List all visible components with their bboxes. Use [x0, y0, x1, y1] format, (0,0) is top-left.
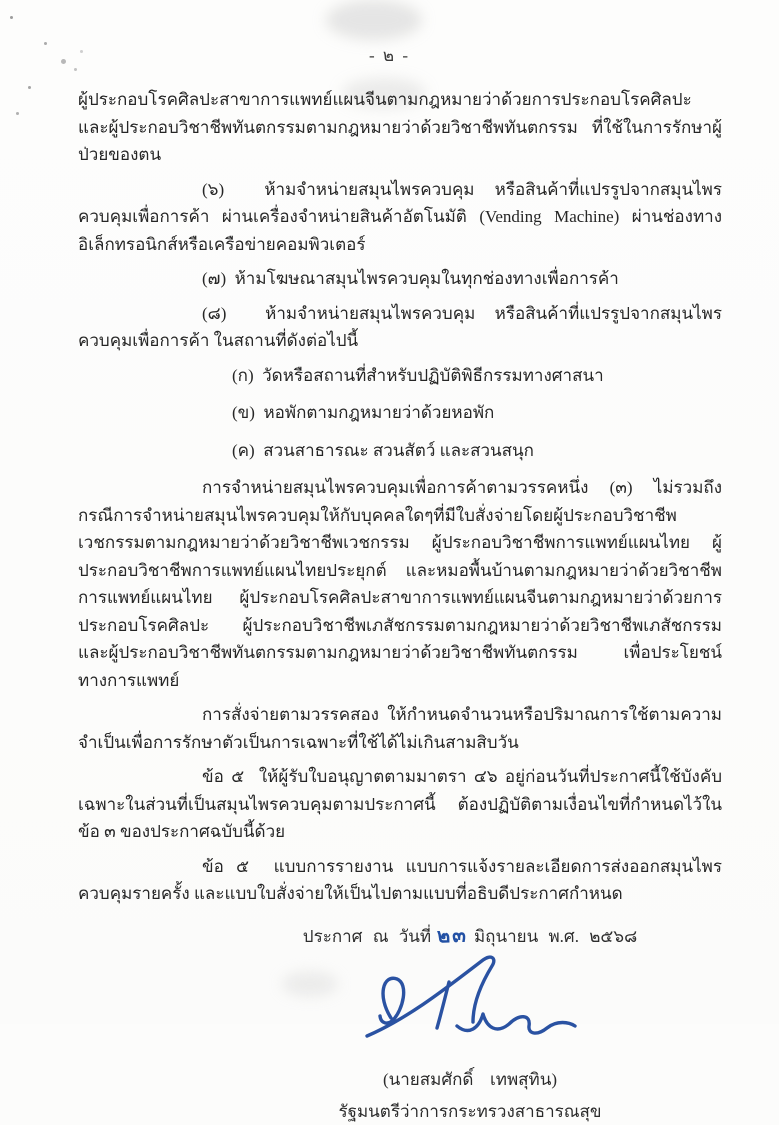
date-prefix: ประกาศ ณ วันที่	[303, 927, 431, 946]
paragraph-prescription: การสั่งจ่ายตามวรรคสอง ให้กำหนดจำนวนหรือปริมาณการใช้ตามความจำเป็นเพื่อการรักษาตัวเป็นการเฉพาะที่ใช้ได้ไม่เกินสามสิบวัน	[78, 701, 722, 756]
document-body	[78, 86, 722, 1125]
signature-icon	[345, 952, 595, 1062]
scan-smudge-top	[326, 0, 422, 40]
paragraph-clause-6: (๖) ห้ามจำหน่ายสมุนไพรควบคุม หรือสินค้าที่แปรรูปจากสมุนไพรควบคุมเพื่อการค้า ผ่านเครื่องจำหน่ายสินค้าอัตโนมัติ (Vending Machine) ผ่านช่องทางอิเล็กทรอนิกส์หรือเครือข่ายคอมพิวเตอร์	[78, 176, 722, 259]
paragraph-subclause-kho: (ข) หอพักตามกฎหมายว่าด้วยหอพัก	[232, 399, 722, 427]
paragraph-subclause-kh: (ค) สวนสาธารณะ สวนสัตว์ และสวนสนุก	[232, 437, 722, 465]
paragraph-clause-8: (๘) ห้ามจำหน่ายสมุนไพรควบคุม หรือสินค้าที่แปรรูปจากสมุนไพรควบคุมเพื่อการค้า ในสถานที่ดังต่อไปนี้	[78, 300, 722, 355]
signer-title: รัฐมนตรีว่าการกระทรวงสาธารณสุข	[300, 1098, 640, 1125]
paragraph-article-5a: ข้อ ๕ ให้ผู้รับใบอนุญาตตามมาตรา ๔๖ อยู่ก่อนวันที่ประกาศนี้ใช้บังคับ เฉพาะในส่วนที่เป็นสมุนไพรควบคุมตามประกาศนี้ ต้องปฏิบัติตามเงื่อนไขที่กำหนดไว้ในข้อ ๓ ของประกาศฉบับนี้ด้วย	[78, 763, 722, 846]
paragraph-clause-7: (๗) ห้ามโฆษณาสมุนไพรควบคุมในทุกช่องทางเพื่อการค้า	[78, 265, 722, 293]
date-suffix: มิถุนายน พ.ศ. ๒๕๖๘	[474, 927, 637, 946]
promulgation-date-line	[300, 922, 640, 951]
paragraph-exception: การจำหน่ายสมุนไพรควบคุมเพื่อการค้าตามวรรคหนึ่ง (๓) ไม่รวมถึงกรณีการจำหน่ายสมุนไพรควบคุมให้กับบุคคลใดๆที่มีใบสั่งจ่ายโดยผู้ประกอบวิชาชีพเวชกรรมตามกฎหมายว่าด้วยวิชาชีพเวชกรรม ผู้ประกอบวิชาชีพการแพทย์แผนไทย ผู้ประกอบวิชาชีพการแพทย์แผนไทยประยุกต์ และหมอพื้นบ้านตามกฎหมายว่าด้วยวิชาชีพการแพทย์แผนไทย ผู้ประกอบโรคศิลปะสาขาการแพทย์แผนจีนตามกฎหมายว่าด้วยการประกอบโรคศิลปะ ผู้ประกอบวิชาชีพเภสัชกรรมตามกฎหมายว่าด้วยวิชาชีพเภสัชกรรม และผู้ประกอบวิชาชีพทันตกรรมตามกฎหมายว่าด้วยวิชาชีพทันตกรรม เพื่อประโยชน์ทางการแพทย์	[78, 474, 722, 694]
paragraph-continuation: ผู้ประกอบโรคศิลปะสาขาการแพทย์แผนจีนตามกฎหมายว่าด้วยการประกอบโรคศิลปะ และผู้ประกอบวิชาชีพทันตกรรมตามกฎหมายว่าด้วยวิชาชีพทันตกรรม ที่ใช้ในการรักษาผู้ป่วยของตน	[78, 86, 722, 169]
page-number: - ๒ -	[0, 42, 779, 69]
scan-speckles	[10, 16, 13, 19]
paragraph-subclause-ka: (ก) วัดหรือสถานที่สำหรับปฏิบัติพิธีกรรมทางศาสนา	[232, 362, 722, 390]
closing-block	[300, 922, 640, 1125]
signature-area	[300, 952, 640, 1064]
signer-name: (นายสมศักดิ์ เทพสุทิน)	[300, 1066, 640, 1094]
paragraph-article-5b: ข้อ ๕ แบบการรายงาน แบบการแจ้งรายละเอียดการส่งออกสมุนไพรควบคุมรายครั้ง และแบบใบสั่งจ่ายให้เป็นไปตามแบบที่อธิบดีประกาศกำหนด	[78, 853, 722, 908]
handwritten-day-number: ๒๓	[437, 921, 469, 950]
